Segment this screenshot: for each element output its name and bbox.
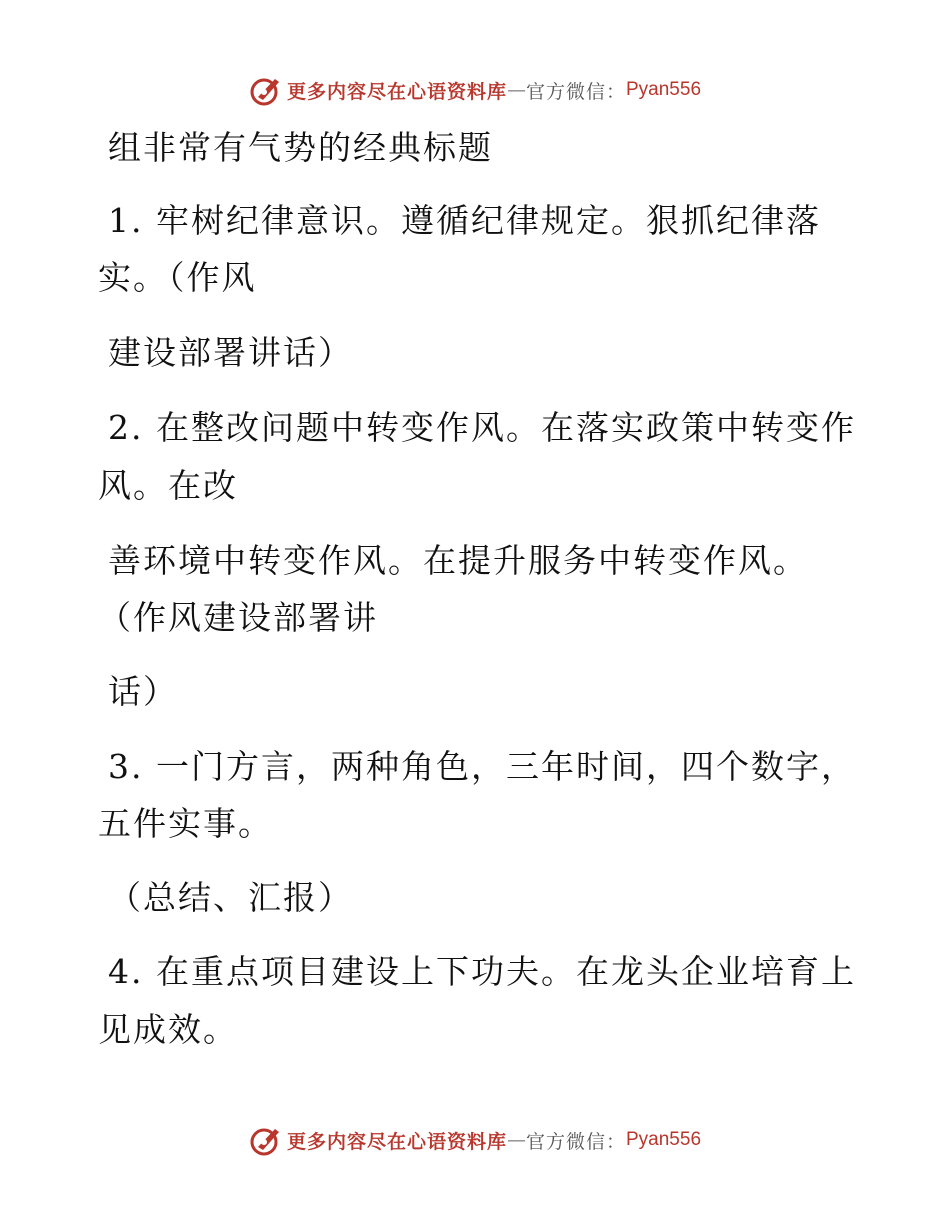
banner-wechat-id: Pyan556 <box>626 1129 702 1150</box>
item-2-line-5: 话） <box>108 672 178 711</box>
item-1-line-1: 1. 牢树纪律意识。遵循纪律规定。狠抓纪律落 <box>108 201 821 240</box>
banner-separator: — <box>506 79 526 101</box>
item-2-line-4: （作风建设部署讲 <box>98 598 378 637</box>
banner-separator: — <box>506 1129 526 1151</box>
item-3-line-2: 五件实事。 <box>98 804 273 843</box>
document-title: 组非常有气势的经典标题 <box>108 128 493 167</box>
banner-wechat-id: Pyan556 <box>626 79 702 100</box>
item-2-line-2: 风。在改 <box>98 466 238 505</box>
banner-title: 更多内容尽在心语资料库 <box>286 1130 507 1153</box>
header-watermark-banner <box>0 70 950 110</box>
item-4-line-1: 4. 在重点项目建设上下功夫。在龙头企业培育上 <box>108 952 856 991</box>
item-2-line-1: 2. 在整改问题中转变作风。在落实政策中转变作 <box>108 408 856 447</box>
item-1-line-3: 建设部署讲话） <box>108 333 353 372</box>
banner-wechat-label: 官方微信： <box>525 1130 626 1153</box>
item-3-line-1: 3. 一门方言，两种角色，三年时间，四个数字， <box>108 747 856 786</box>
footer-watermark-banner <box>0 1120 950 1160</box>
item-4-line-2: 见成效。 <box>98 1010 238 1049</box>
pen-logo-icon <box>249 73 283 107</box>
item-3-line-3: （总结、汇报） <box>108 878 353 917</box>
pen-logo-icon <box>249 1123 283 1157</box>
banner-wechat-label: 官方微信： <box>525 80 626 103</box>
item-1-line-2: 实。（作风 <box>98 258 257 297</box>
item-2-line-3: 善环境中转变作风。在提升服务中转变作风。 <box>108 541 808 580</box>
banner-title: 更多内容尽在心语资料库 <box>286 80 507 103</box>
